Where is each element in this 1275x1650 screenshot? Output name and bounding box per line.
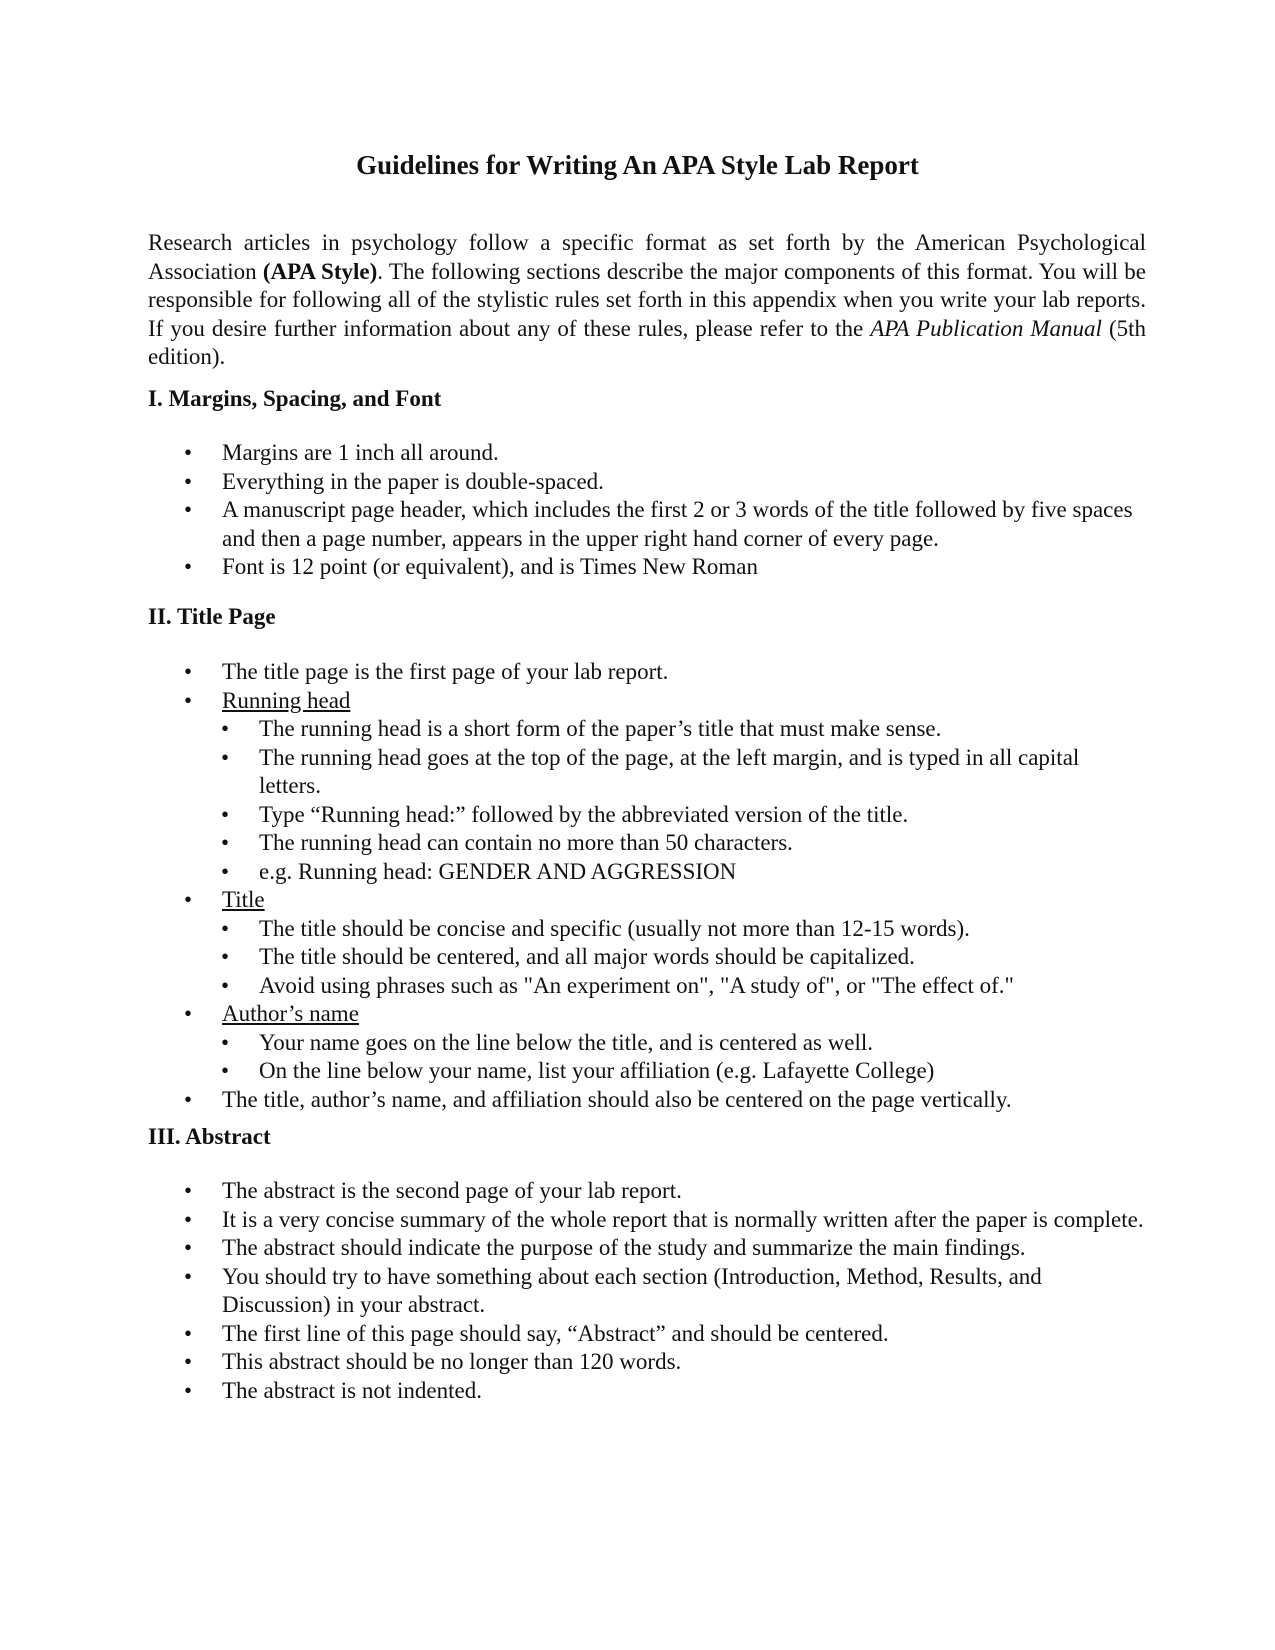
list-item: • The first line of this page should say, “Abstract” and should be centered. xyxy=(148,1320,1146,1349)
running-head-subheading: Running head xyxy=(222,687,351,713)
list-item: • Avoid using phrases such as "An experiment on", "A study of", or "The effect of." xyxy=(148,972,1146,1001)
list-item: • A manuscript page header, which includes the first 2 or 3 words of the title followed by five spaces and then a page number, appears in the upper right hand corner of every page. xyxy=(148,496,1146,553)
title-page-list xyxy=(148,658,1146,1114)
section-heading-abstract: III. Abstract xyxy=(148,1124,271,1149)
margins-list xyxy=(148,439,1146,582)
list-item xyxy=(148,1000,1146,1029)
list-item: • The abstract should indicate the purpose of the study and summarize the main findings. xyxy=(148,1234,1146,1263)
list-item: • The running head is a short form of the paper’s title that must make sense. xyxy=(148,715,1146,744)
list-item: • e.g. Running head: GENDER AND AGGRESSION xyxy=(148,858,1146,887)
authors-name-subheading: Author’s name xyxy=(222,1001,359,1026)
intro-text-3: (5th edition). xyxy=(148,315,1146,369)
list-item: • Font is 12 point (or equivalent), and is Times New Roman xyxy=(148,553,1146,582)
list-item: • Everything in the paper is double-spaced. xyxy=(148,468,1146,497)
title-subheading: Title xyxy=(222,887,265,912)
list-item: • It is a very concise summary of the whole report that is normally written after the paper is complete. xyxy=(148,1206,1146,1235)
list-item xyxy=(148,687,1146,716)
list-item: • The title should be concise and specific (usually not more than 12-15 words). xyxy=(148,915,1146,944)
list-item: • Margins are 1 inch all around. xyxy=(148,439,1146,468)
list-item: • The title page is the first page of your lab report. xyxy=(148,658,1146,687)
list-item: • On the line below your name, list your affiliation (e.g. Lafayette College) xyxy=(148,1057,1146,1086)
list-item: • This abstract should be no longer than 120 words. xyxy=(148,1348,1146,1377)
list-item: • The abstract is the second page of your lab report. xyxy=(148,1177,1146,1206)
list-item: • The running head goes at the top of the page, at the left margin, and is typed in all capital letters. xyxy=(148,744,1146,801)
list-item: • Type “Running head:” followed by the abbreviated version of the title. xyxy=(148,801,1146,830)
list-item: • You should try to have something about each section (Introduction, Method, Results, and Discussion) in your abstract. xyxy=(148,1263,1146,1320)
intro-apa-style: (APA Style) xyxy=(262,258,378,284)
list-item: • The running head can contain no more than 50 characters. xyxy=(148,829,1146,858)
intro-text-1: Research articles in psychology follow a specific format as set forth by the American Psychological Association xyxy=(148,230,1146,284)
section-heading-margins: I. Margins, Spacing, and Font xyxy=(148,386,442,411)
document-title: Guidelines for Writing An APA Style Lab Report xyxy=(356,150,919,180)
intro-manual-title: APA Publication Manual xyxy=(870,315,1102,341)
list-item: • The title should be centered, and all major words should be capitalized. xyxy=(148,943,1146,972)
intro-paragraph xyxy=(148,229,1146,372)
section-heading-title-page: II. Title Page xyxy=(148,604,276,629)
list-item: • Your name goes on the line below the title, and is centered as well. xyxy=(148,1029,1146,1058)
list-item: • The abstract is not indented. xyxy=(148,1377,1146,1406)
list-item xyxy=(148,886,1146,915)
intro-text-2: . The following sections describe the major components of this format. You will be responsible for following all of the stylistic rules set forth in this appendix when you write your lab reports. If you desire further information about any of these rules, please refer to the xyxy=(148,258,1146,341)
abstract-list xyxy=(148,1177,1146,1405)
list-item: • The title, author’s name, and affiliation should also be centered on the page vertically. xyxy=(148,1086,1146,1115)
